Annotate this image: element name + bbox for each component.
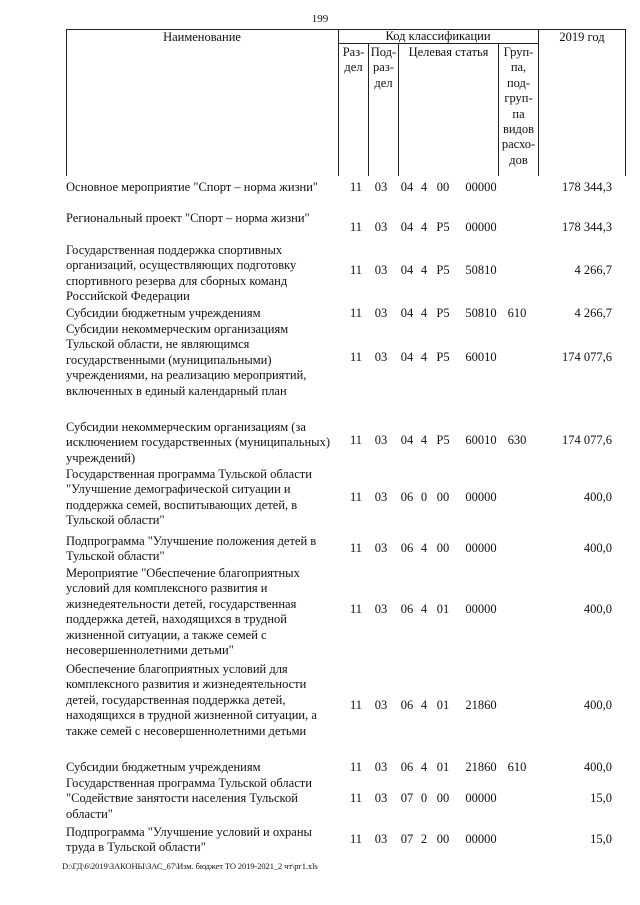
row-code-r: 11: [349, 263, 363, 277]
row-code-c4: 00000: [465, 220, 497, 234]
row-code-c4: 00000: [465, 490, 497, 504]
row-code-c2: 4: [420, 350, 428, 364]
row-code-c2: 4: [420, 433, 428, 447]
row-value: 4 266,7: [574, 263, 612, 277]
row-name: Подпрограмма "Улучшение положения детей в Тульской области": [66, 534, 317, 564]
row-code-r: 11: [349, 350, 363, 364]
header-classification: Код классификации: [385, 29, 491, 43]
row-code-c3: 01: [436, 760, 450, 774]
row-code-c2: 4: [420, 602, 428, 616]
row-code-pr: 03: [374, 263, 388, 277]
footer-path: D:\ГД\6\2019\ЗАКОНЫ\ЗАС_67\Изм. бюджет ТО 2019-2021_2 чт\рг1.xls: [62, 861, 318, 871]
row-code-r: 11: [349, 698, 363, 712]
row-code-r: 11: [349, 433, 363, 447]
row-code-vr: 610: [507, 760, 527, 774]
header-year: 2019 год: [559, 30, 605, 44]
row-code-c1: 04: [400, 306, 414, 320]
row-name: Мероприятие "Обеспечение благоприятных условий для комплексного развития и жизнедеятельности детей, государственная поддержка детей, находящихся в трудной жизненной ситуации, а также семей с несовершеннолетними детьми": [66, 566, 300, 658]
row-code-c1: 06: [400, 602, 414, 616]
row-code-c1: 07: [400, 791, 414, 805]
row-code-c4: 60010: [465, 350, 497, 364]
row-code-r: 11: [349, 602, 363, 616]
row-code-pr: 03: [374, 490, 388, 504]
header-left-border: [66, 29, 67, 176]
row-code-c1: 06: [400, 541, 414, 555]
row-code-c4: 00000: [465, 180, 497, 194]
row-code-c2: 4: [420, 760, 428, 774]
row-code-c3: 01: [436, 602, 450, 616]
row-value: 400,0: [583, 490, 612, 504]
row-code-c1: 04: [400, 433, 414, 447]
header-divider-year: [538, 29, 539, 176]
row-code-r: 11: [349, 541, 363, 555]
row-code-c4: 60010: [465, 433, 497, 447]
row-code-c3: 00: [436, 541, 450, 555]
row-name: Государственная программа Тульской области "Улучшение демографической ситуации и поддержка семей, воспитывающих детей, в Тульской области": [66, 467, 312, 528]
row-code-pr: 03: [374, 541, 388, 555]
row-name: Региональный проект "Спорт – норма жизни": [66, 211, 310, 225]
row-value: 178 344,3: [562, 220, 612, 234]
row-code-r: 11: [349, 220, 363, 234]
row-code-pr: 03: [374, 602, 388, 616]
row-name: Субсидии некоммерческим организациям (за исключением государственных (муниципальных) учреждений): [66, 420, 330, 465]
row-code-r: 11: [349, 832, 363, 846]
row-code-pr: 03: [374, 433, 388, 447]
row-code-c4: 50810: [465, 263, 497, 277]
row-value: 15,0: [590, 791, 612, 805]
row-code-c2: 4: [420, 306, 428, 320]
row-code-c2: 4: [420, 263, 428, 277]
row-code-r: 11: [349, 180, 363, 194]
page-number: 199: [311, 13, 329, 25]
row-code-c4: 00000: [465, 791, 497, 805]
row-code-c1: 06: [400, 698, 414, 712]
header-group: Груп- па, под- груп- па видов расхо- дов: [501, 45, 536, 167]
header-name: Наименование: [163, 30, 241, 44]
row-code-c1: 04: [400, 180, 414, 194]
row-code-c3: 00: [436, 490, 450, 504]
row-code-c3: P5: [436, 350, 450, 364]
row-value: 4 266,7: [574, 306, 612, 320]
row-code-c3: P5: [436, 306, 450, 320]
row-code-r: 11: [349, 306, 363, 320]
row-name: Подпрограмма "Улучшение условий и охраны труда в Тульской области": [66, 825, 312, 855]
row-name: Субсидии некоммерческим организациям Тульской области, не являющимся государственными (муниципальными) учреждениями, на реализацию мероприятий, включенных в единый календарный план: [66, 322, 307, 398]
row-code-pr: 03: [374, 180, 388, 194]
row-code-c3: 00: [436, 180, 450, 194]
row-code-c1: 07: [400, 832, 414, 846]
row-value: 400,0: [583, 602, 612, 616]
row-code-c2: 0: [420, 791, 428, 805]
row-code-c4: 21860: [465, 760, 497, 774]
row-code-c1: 04: [400, 263, 414, 277]
row-code-r: 11: [349, 490, 363, 504]
header-razdel: Раз- дел: [342, 45, 365, 75]
row-code-c3: P5: [436, 433, 450, 447]
row-code-c1: 06: [400, 490, 414, 504]
row-code-r: 11: [349, 791, 363, 805]
row-code-c4: 21860: [465, 698, 497, 712]
row-code-pr: 03: [374, 832, 388, 846]
row-code-c2: 4: [420, 541, 428, 555]
row-code-c4: 00000: [465, 832, 497, 846]
row-name: Обеспечение благоприятных условий для комплексного развития и жизнедеятельности детей, государственная поддержка детей, находящихся в трудной жизненной ситуации, а также семей с несовершеннолетними детьми: [66, 662, 317, 738]
row-code-c4: 00000: [465, 541, 497, 555]
row-code-c3: P5: [436, 220, 450, 234]
row-code-c3: P5: [436, 263, 450, 277]
row-code-c1: 04: [400, 220, 414, 234]
row-code-vr: 610: [507, 306, 527, 320]
row-value: 174 077,6: [562, 433, 612, 447]
row-code-c1: 04: [400, 350, 414, 364]
row-code-pr: 03: [374, 220, 388, 234]
row-code-r: 11: [349, 760, 363, 774]
row-code-vr: 630: [507, 433, 527, 447]
row-code-c2: 0: [420, 490, 428, 504]
row-code-pr: 03: [374, 306, 388, 320]
row-code-c4: 50810: [465, 306, 497, 320]
row-code-c3: 00: [436, 791, 450, 805]
row-code-pr: 03: [374, 791, 388, 805]
row-value: 178 344,3: [562, 180, 612, 194]
row-name: Государственная программа Тульской области "Содействие занятости населения Тульской области": [66, 776, 312, 821]
row-name: Субсидии бюджетным учреждениям: [66, 760, 261, 774]
row-code-c3: 00: [436, 832, 450, 846]
row-code-c2: 4: [420, 180, 428, 194]
row-value: 400,0: [583, 541, 612, 555]
table-header: [66, 29, 626, 176]
row-value: 174 077,6: [562, 350, 612, 364]
row-code-c2: 2: [420, 832, 428, 846]
row-code-c1: 06: [400, 760, 414, 774]
row-code-pr: 03: [374, 698, 388, 712]
row-code-pr: 03: [374, 350, 388, 364]
header-divider-podrazdel: [398, 43, 399, 176]
header-right-border: [625, 29, 626, 176]
header-target: Целевая статья: [408, 45, 489, 59]
row-name: Государственная поддержка спортивных организаций, осуществляющих подготовку спортивного резерва для сборных команд Российской Федерации: [66, 243, 297, 304]
row-code-pr: 03: [374, 760, 388, 774]
row-value: 15,0: [590, 832, 612, 846]
row-name: Субсидии бюджетным учреждениям: [66, 306, 261, 320]
row-value: 400,0: [583, 698, 612, 712]
row-code-c4: 00000: [465, 602, 497, 616]
row-name: Основное мероприятие "Спорт – норма жизни": [66, 180, 319, 194]
row-code-c2: 4: [420, 220, 428, 234]
row-code-c2: 4: [420, 698, 428, 712]
header-podrazdel: Под- раз- дел: [370, 45, 397, 90]
row-value: 400,0: [583, 760, 612, 774]
row-code-c3: 01: [436, 698, 450, 712]
